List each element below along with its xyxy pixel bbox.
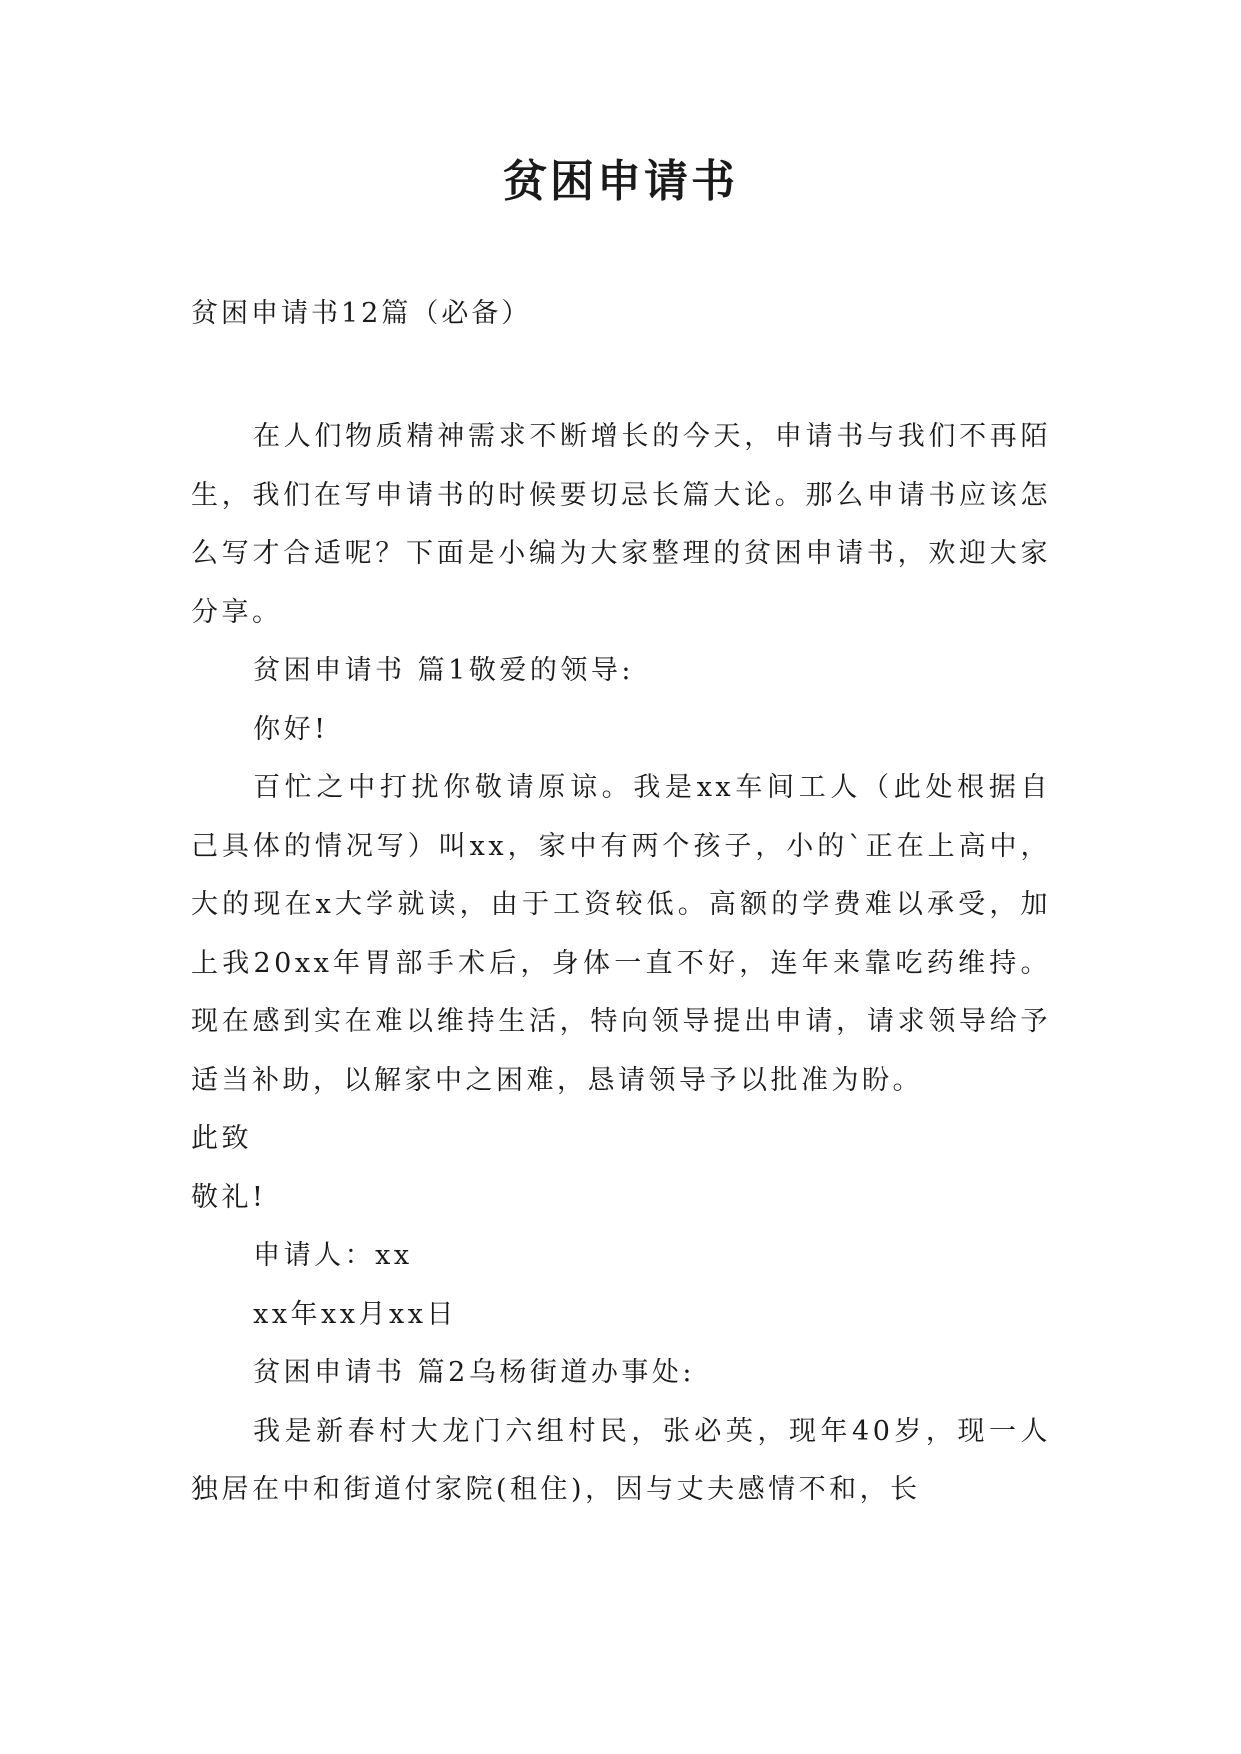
signature-date: xx年xx月xx日	[253, 1298, 457, 1330]
closing-salutation: 此致	[191, 1123, 252, 1154]
section-heading-2: 贫困申请书 篇2乌杨街道办事处:	[253, 1357, 695, 1388]
document-body	[191, 408, 1051, 1520]
document-title: 贫困申请书	[503, 156, 738, 207]
letter-body-paragraph-2: 我是新春村大龙门六组村民，张必英，现年40岁，现一人独居在中和街道付家院(租住)，因与丈夫感情不和，长	[191, 1415, 1051, 1505]
closing-regards: 敬礼!	[191, 1181, 267, 1213]
letter-body-paragraph: 百忙之中打扰你敬请原谅。我是xx车间工人（此处根据自己具体的情况写）叫xx，家中有两个孩子，小的`正在上高中，大的现在x大学就读，由于工资较低。高额的学费难以承受，加上我20xx年胃部手术后，身体一直不好，连年来靠吃药维持。现在感到实在难以维持生活，特向领导提出申请，请求领导给予适当补助，以解家中之困难，恳请领导予以批准为盼。	[191, 772, 1051, 1096]
document-subtitle: 贫困申请书12篇（必备）	[191, 298, 532, 329]
intro-paragraph: 在人们物质精神需求不断增长的今天，申请书与我们不再陌生，我们在写申请书的时候要切忌长篇大论。那么申请书应该怎么写才合适呢？下面是小编为大家整理的贫困申请书，欢迎大家分享。	[191, 421, 1051, 628]
section-heading-1: 贫困申请书 篇1敬爱的领导:	[253, 655, 634, 686]
applicant-signature: 申请人：xx	[253, 1240, 413, 1271]
greeting: 你好!	[253, 713, 329, 745]
